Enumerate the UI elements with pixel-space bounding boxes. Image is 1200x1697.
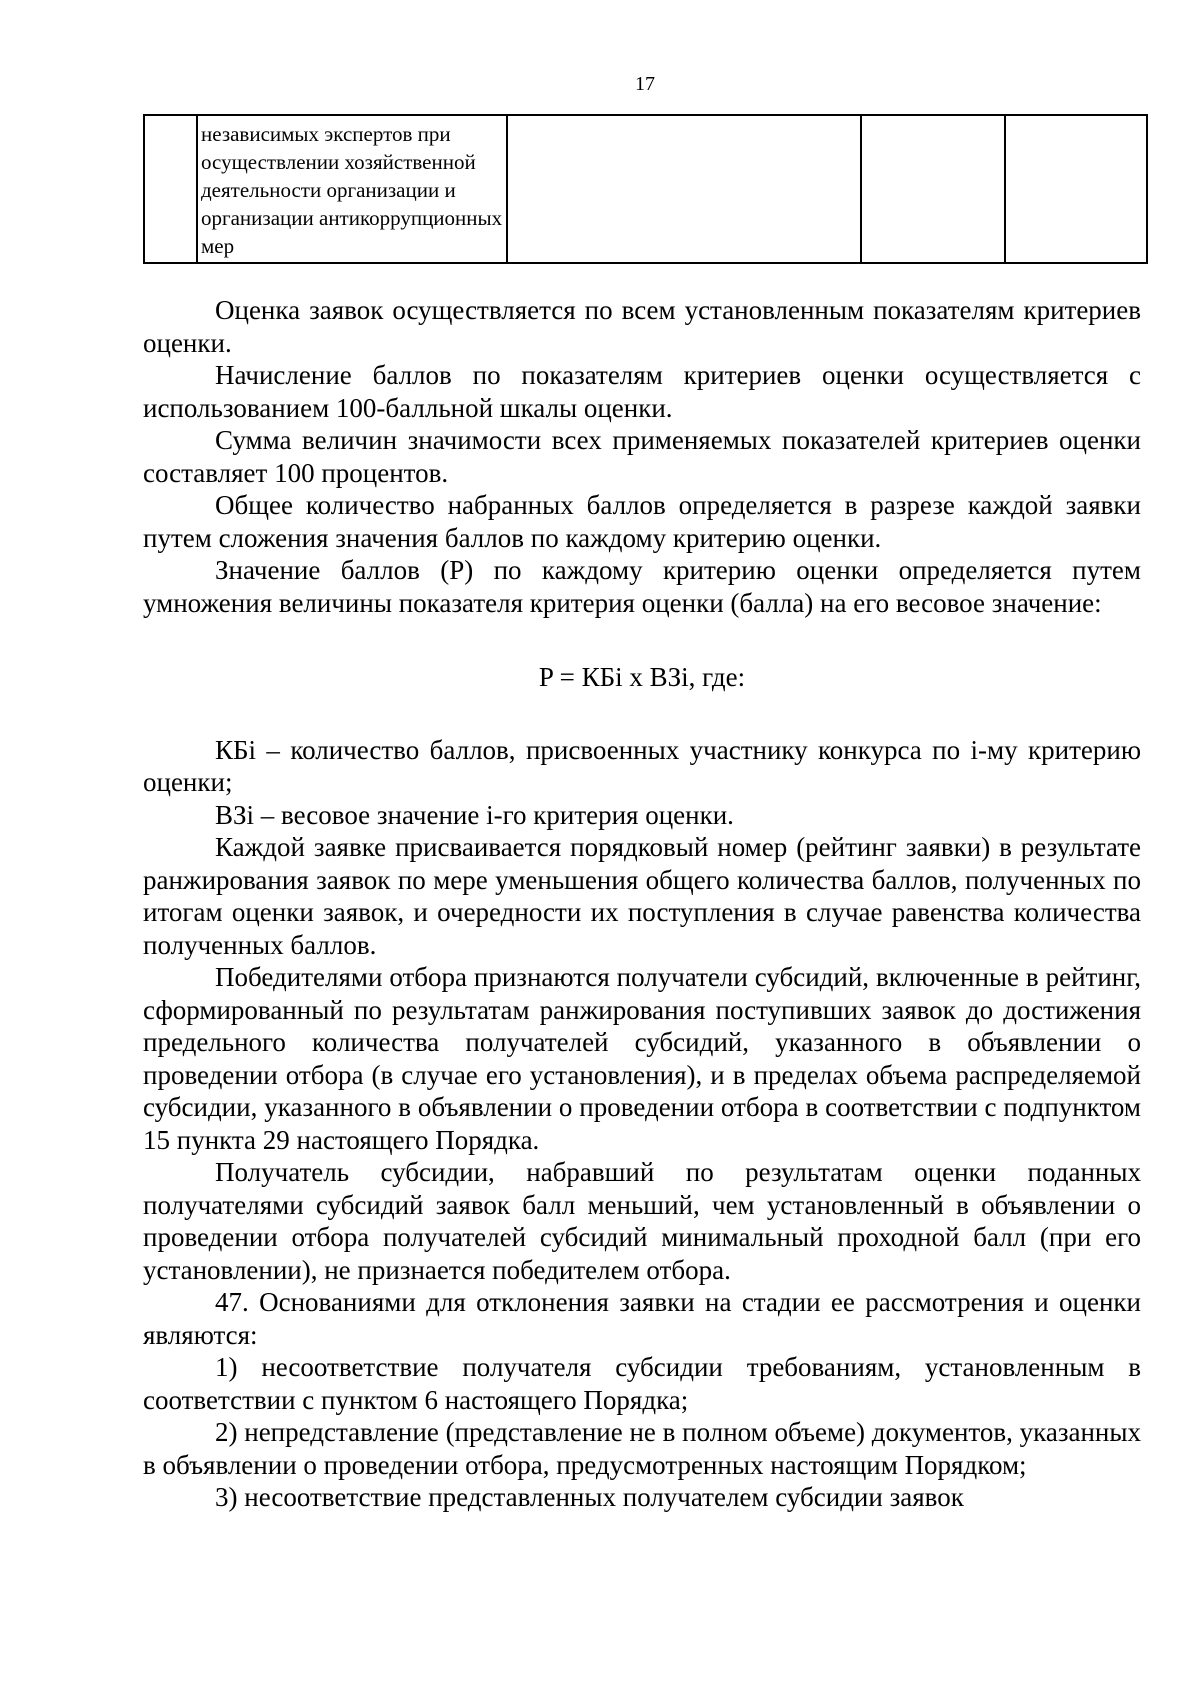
list-item: 1) несоответствие получателя субсидии требованиям, установленным в соответствии с пунктом 6 настоящего Порядка; (143, 1352, 1141, 1415)
paragraph: Начисление баллов по показателям критериев оценки осуществляется с использованием 100-балльной шкалы оценки. (143, 360, 1141, 423)
paragraph: Оценка заявок осуществляется по всем установленным показателям критериев оценки. (143, 295, 1141, 358)
document-body (143, 294, 1141, 1514)
paragraph: Получатель субсидии, набравший по результатам оценки поданных получателями субсидий заявок балл меньший, чем установленный в объявлении о проведении отбора получателей субсидий минимальный проходной балл (при его установлении), не признается победителем отбора. (143, 1157, 1141, 1285)
criteria-table-continuation (143, 114, 1148, 264)
paragraph: Каждой заявке присваивается порядковый номер (рейтинг заявки) в результате ранжирования заявок по мере уменьшения общего количества баллов, полученных по итогам оценки заявок, и очередности их поступления в случае равенства количества полученных баллов. (143, 832, 1141, 960)
paragraph: Сумма величин значимости всех применяемых показателей критериев оценки составляет 100 процентов. (143, 425, 1141, 488)
table-cell-number (144, 115, 197, 263)
table-cell-weight (861, 115, 1005, 263)
table-cell-score (1005, 115, 1147, 263)
list-item: 3) несоответствие представленных получателем субсидии заявок (215, 1482, 964, 1512)
list-item: 2) непредставление (представление не в полном объеме) документов, указанных в объявлении о проведении отбора, предусмотренных настоящим Порядком; (143, 1417, 1142, 1480)
table-cell-indicator: независимых экспертов при осуществлении хозяйственной деятельности организации и организации антикоррупционных мер (197, 115, 507, 263)
section-heading: 47. Основаниями для отклонения заявки на стадии ее рассмотрения и оценки являются: (143, 1287, 1141, 1350)
formula: P = КБi x ВЗi, где: (538, 662, 746, 692)
page-number: 17 (635, 73, 655, 95)
paragraph: Победителями отбора признаются получатели субсидий, включенные в рейтинг, сформированный по результатам ранжирования поступивших заявок до достижения предельного количества получателей субсидий, указанного в объявлении о проведении отбора (в случае его установления), и в пределах объема распределяемой субсидии, указанного в объявлении о проведении отбора в соответствии с подпунктом 15 пункта 29 настоящего Порядка. (143, 962, 1141, 1155)
definition: КБi – количество баллов, присвоенных участнику конкурса по i-му критерию оценки; (143, 734, 1141, 797)
table-row (144, 115, 1147, 263)
paragraph: Общее количество набранных баллов определяется в разрезе каждой заявки путем сложения значения баллов по каждому критерию оценки. (143, 490, 1141, 553)
paragraph: Значение баллов (P) по каждому критерию оценки определяется путем умножения величины показателя критерия оценки (балла) на его весовое значение: (143, 555, 1141, 618)
table-cell-description (507, 115, 861, 263)
definition: ВЗi – весовое значение i-го критерия оценки. (215, 799, 734, 830)
